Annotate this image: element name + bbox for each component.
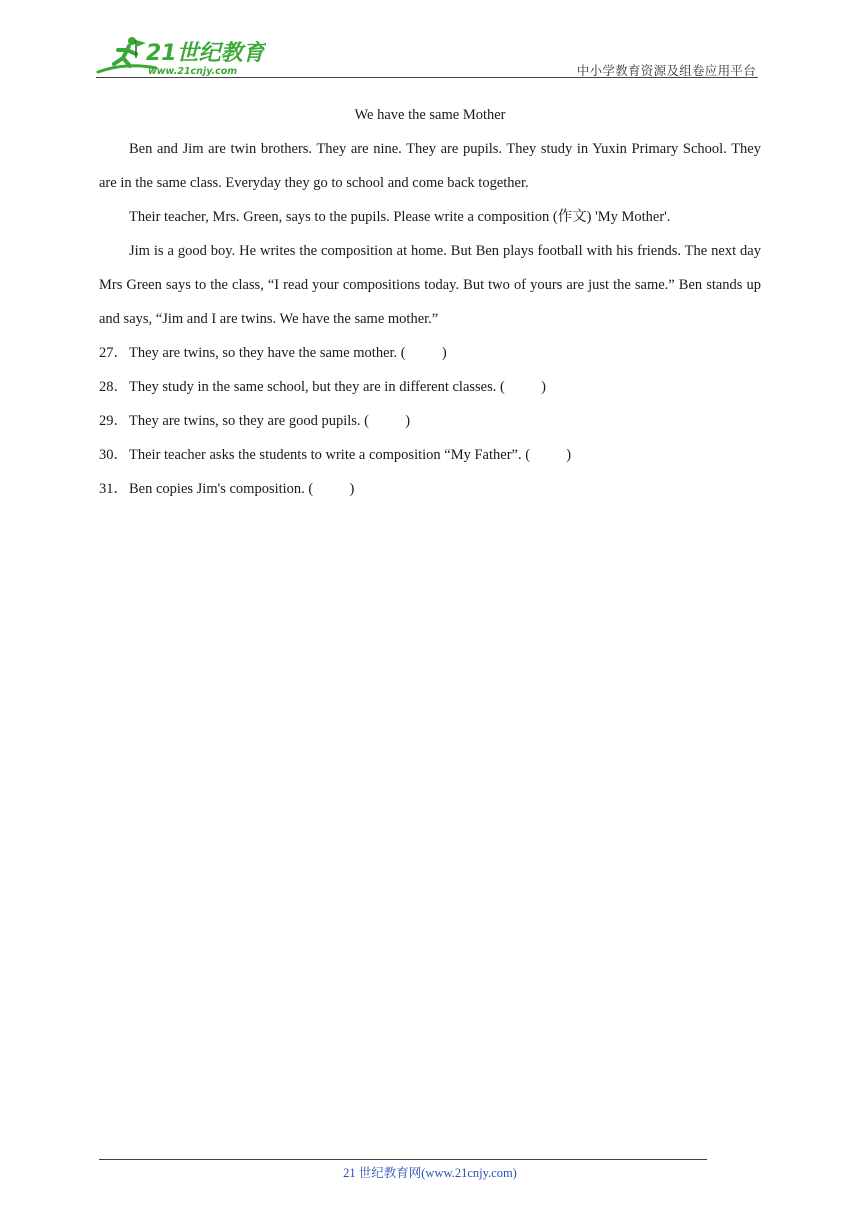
question-text: They are twins, so they are good pupils. ( ) [129,413,411,429]
question-number: 30． [99,447,128,463]
question-31 [99,472,761,506]
page-header [96,30,758,80]
logo-runner-icon [96,34,266,76]
header-platform-name: 中小学教育资源及组卷应用平台 [576,63,756,78]
paragraph-3: Jim is a good boy. He writes the composition at home. But Ben plays football with his friends. The next day Mrs Green says to the class, “I read your compositions today. But two of yours are just the same.” Ben stands up and says, “Jim and I are twins. We have the same mother.” [99,243,761,327]
question-text: Their teacher asks the students to write a composition “My Father”. ( ) [129,447,572,463]
question-28 [99,370,761,404]
logo [96,34,266,76]
question-27 [99,336,761,370]
svg-text:www.21cnjy.com: www.21cnjy.com [148,66,238,76]
header-divider [96,77,758,78]
question-text: Ben copies Jim's composition. ( ) [129,481,355,497]
svg-text:21世纪教育: 21世纪教育 [146,41,265,66]
question-30 [99,438,761,472]
question-number: 29． [99,413,128,429]
question-number: 28． [99,379,128,395]
question-text: They study in the same school, but they are in different classes. ( ) [129,379,546,395]
paragraph-1: Ben and Jim are twin brothers. They are nine. They are pupils. They study in Yuxin Primary School. They are in the same class. Everyday they go to school and come back together. [99,141,761,191]
question-text: They are twins, so they have the same mother. ( ) [129,345,447,361]
footer-link[interactable]: 21 世纪教育网(www.21cnjy.com) [343,1166,517,1180]
document-body [99,98,761,506]
question-number: 31． [99,481,128,497]
article-title: We have the same Mother [354,107,506,123]
question-number: 27． [99,345,128,361]
question-29 [99,404,761,438]
paragraph-2: Their teacher, Mrs. Green, says to the pupils. Please write a composition (作文) 'My Mother'. [129,209,671,225]
footer-divider [99,1159,707,1160]
